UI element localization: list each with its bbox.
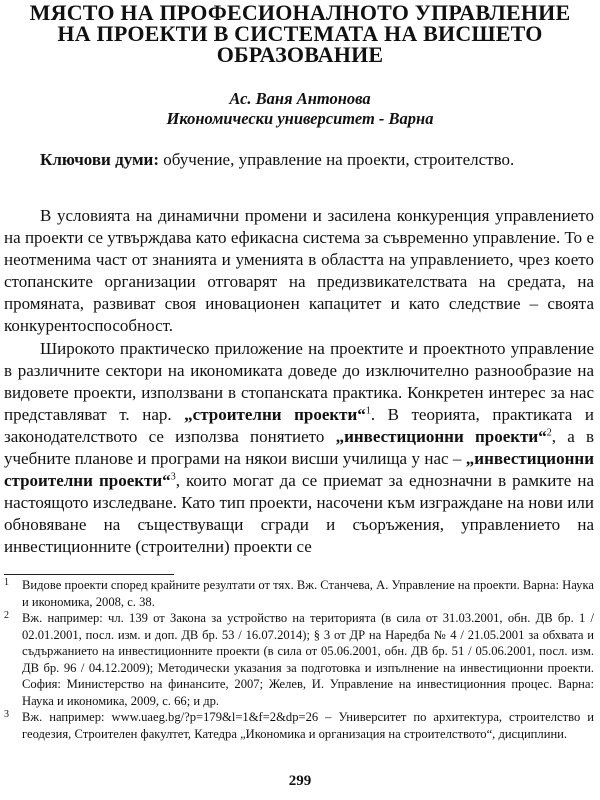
footnote-number: 2 — [4, 610, 9, 621]
footnote-text: Вж. например: www.uaeg.bg/?p=179&l=1&f=2&dp=26 – Университет по архитектура, строителство и геодезия, Строителен факултет, Катедра „Икономика и организация на строителството“, дисциплини. — [22, 710, 594, 741]
footnote-text: Вж. например: чл. 139 от Закона за устройство на територията (в сила от 31.03.2001, обн. ДВ бр. 1 / 02.01.2001, посл. изм. и доп. ДВ бр. 53 / 16.07.2014); § 3 от ДР на Наредба № 4 / 21.05.2001 за обхвата и съдържанието на инвестиционните проекти (в сила от 05.06.2001, обн. ДВ бр. 51 / 05.06.2001, посл. изм. ДВ бр. 96 / 04.12.2009); Методически указания за подготовка и изпълнение на инвестиционни проекти. София: Министерство на финансите, 2007; Желев, И. Управление на инвестиционния процес. Варна: Наука и икономика, 2009, с. 66; и др. — [22, 611, 594, 708]
text-run: Широкото практическо приложение на проектите и проектното управление в различните сектори на икономиката доведе до изключително разнообразие на видовете проекти, използвани в стопанската практика. Конкретен интерес за нас представляват т. нар. — [4, 338, 594, 424]
text-run: , а в учебните планове и програми на някои висши училища у нас – — [4, 426, 594, 469]
author-block — [0, 89, 600, 129]
footnote-separator — [4, 574, 174, 575]
keywords-label: Ключови думи: — [40, 150, 160, 169]
body-paragraph — [4, 338, 594, 559]
emphasized-term: „строителни проекти“ — [184, 404, 366, 424]
footnotes — [4, 577, 594, 742]
footnote — [4, 709, 594, 742]
footnote-ref[interactable]: 2 — [546, 427, 552, 439]
footnote-ref[interactable]: 1 — [365, 405, 371, 417]
title-line: МЯСТО НА ПРОФЕСИОНАЛНОТО УПРАВЛЕНИЕ — [29, 0, 571, 25]
footnote — [4, 577, 594, 610]
title-line: НА ПРОЕКТИ В СИСТЕМАТА НА ВИСШЕТО — [57, 21, 543, 46]
text-run: , които могат да се приемат за еднозначни в рамките на настоящото изследване. Като тип проекти, насочени към изграждане на нови или обновяване на съществуващи сгради и съоръжения, управлението на инвестиционните (строителни) проекти се — [4, 471, 594, 557]
paper-title — [20, 2, 580, 65]
page-number: 299 — [288, 773, 312, 789]
body-paragraph — [4, 205, 594, 338]
keywords-text: обучение, управление на проекти, строителство. — [159, 150, 515, 169]
keywords — [4, 149, 592, 171]
text-run: В условията на динамични промени и засилена конкуренция управлението на проекти се утвърждава като ефикасна система за съвременно управление. То е неотменима част от знанията и уменията в областта на управлението, чрез което стопанските организации отговарят на предизвикателствата на средата, на промяната, развиват своя иновационен капацитет и като следствие – своята конкурентоспособност. — [4, 206, 594, 336]
footnote-number: 1 — [4, 577, 9, 588]
body-text — [4, 205, 594, 559]
emphasized-term: „инвестиционни строителни проекти“ — [4, 449, 594, 491]
footnote — [4, 610, 594, 709]
emphasized-term: „инвестиционни проекти“ — [335, 426, 547, 446]
author-name: Ас. Ваня Антонова — [229, 89, 371, 108]
author-affiliation: Икономически университет - Варна — [166, 109, 434, 128]
title-line: ОБРАЗОВАНИЕ — [216, 42, 384, 67]
footnote-ref[interactable]: 3 — [170, 471, 176, 483]
footnote-number: 3 — [4, 709, 9, 720]
footnote-text: Видове проекти според крайните резултати от тях. Вж. Станчева, А. Управление на проекти. Варна: Наука и икономика, 2008, с. 38. — [22, 578, 594, 609]
text-run: . В теорията, практиката и законодателството се използва понятието — [4, 404, 594, 446]
